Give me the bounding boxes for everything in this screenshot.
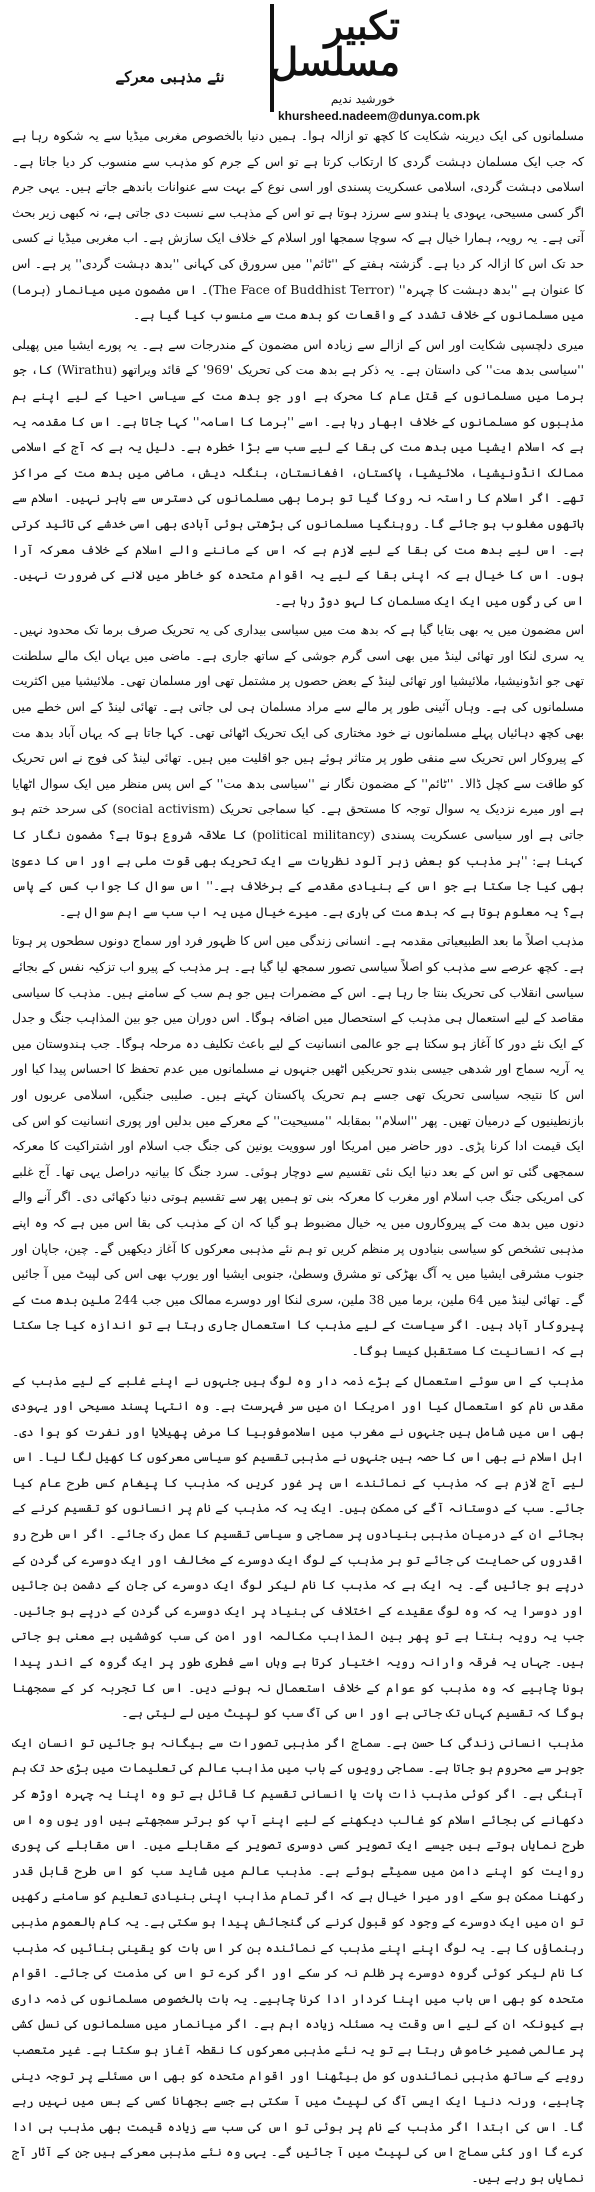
column-logo <box>270 3 590 123</box>
column-name-line2: مسلسل <box>270 39 400 84</box>
author-email: khursheed.nadeem@dunya.com.pk <box>278 109 480 123</box>
article-paragraph-4: مذہب اصلاً ما بعد الطبیعیاتی مقدمہ ہے۔ انسانی زندگی میں اس کا ظہور فرد اور سماج دونوں سطحوں پر ہوتا ہے۔ کچھ عرصے سے مذہب کو اصلاً سیاسی تصور سمجھ لیا گیا ہے۔ ہر مذہب کے پیرو اب تزکیہ نفس کے بجائے سیاسی انقلاب کی تحریک بنتا جا رہا ہے۔ اس کے مضمرات ہیں جو ہم سب کے سامنے ہیں۔ مذہب کا سیاسی مقاصد کے لیے استعمال ہی مذہب کے استحصال میں اضافہ ہوگا۔ اس دوران میں جو بین المذاہب جنگ و جدل کے ایک نئے دور کا آغاز ہو سکتا ہے جو عالمی انسانیت کے لیے باعث تکلیف دہ مرحلہ ہوگا۔ جب ہندوستان میں یہ آریہ سماج اور شدھی جیسی بندو تحریکیں اٹھیں جنہوں نے مسلمانوں میں عدم تحفظ کا احساس پیدا کیا اور اس کا نتیجہ سیاسی تحریک تھی جسے ہم تحریک پاکستان کہتے ہیں۔ صلیبی جنگیں، اسلامی عربوں اور بازنطینیوں کے درمیان تھیں۔ پھر ''اسلام'' بمقابلہ ''مسیحیت'' کے معرکے میں بدلیں اور پوری انسانیت کو اس کی ایک قیمت ادا کرنا پڑی۔ دور حاضر میں امریکا اور سوویت یونین کی جنگ جب اسلام اور اشتراکیت کا معرکہ سمجھی گئی تو اس کے بعد دنیا ایک نئی تقسیم سے دوچار ہوئی۔ سرد جنگ کا بیانیہ دراصل یہی تھا۔ آج غلبے کی امریکی جنگ جب اسلام اور مغرب کا معرکہ بنی تو ہمیں پھر سے تقسیم ہوتی دنیا دکھائی دی۔ اگر آنے والے دنوں میں بدھ مت کے پیروکاروں میں یہ خیال مضبوط ہو گیا کہ ان کے مذہب کی بقا اس میں ہے کہ وہ اپنے مذہبی تشخص کو سیاسی بنیادوں پر منظم کریں تو ہم نئے مذہبی معرکوں کا آغاز دیکھیں گے۔ چین، جاپان اور جنوب مشرقی ایشیا میں یہ آگ بھڑکی تو مشرق وسطیٰ، جنوبی ایشیا اور یورپ بھی اس کی لپیٹ میں آ جائیں گے۔ تھائی لینڈ میں 64 ملین، برما میں 38 ملین، سری لنکا اور دوسرے ممالک میں جب 244 ملین بدھ مت کے پیروکار آباد ہیں۔ اگر سیاست کے لیے مذہب کا استعمال جاری رہتا ہے تو اندازہ کیا جا سکتا ہے کہ انسانیت کا مستقبل کیسا ہوگا۔ <box>12 934 584 1358</box>
article-paragraph-6: مذہب انسانی زندگی کا حسن ہے۔ سماج اگر مذہبی تصورات سے بیگانہ ہو جائیں تو انسان ایک جوہر سے محروم ہو جاتا ہے۔ سماجی رویوں کے باب میں مذاہب عالم کی تعلیمات میں بڑی حد تک ہم آہنگی ہے۔ اگر کوئی مذہب ذات پات یا انسانی تقسیم کا قائل ہے تو وہ اپنا یہ چہرہ اوڑھ کر دکھانے کی بجائے اسلام کو غالب دیکھنے کے لیے اپنے آپ کو برتر سمجھتے ہیں اور یوں وہ اس طرح نمایاں ہوتے ہیں جیسے ایک تصویر کسی دوسری تصویر کے مقابلے میں۔ اس مقابلے کی پوری روایت کو اپنے دامن میں سمیٹے ہوئے ہے۔ مذہب عالم میں شاید سب کو اس طرح قابل قدر رکھنا ممکن ہو سکے اور میرا خیال ہے کہ اگر تمام مذاہب اپنی بنیادی تعلیم کو سامنے رکھیں تو ان میں ایک دوسرے کے وجود کو قبول کرنے کی گنجائش پیدا ہو سکتی ہے۔ یہ کام بالعموم مذہبی رہنماؤں کا ہے۔ یہ لوگ اپنے اپنے مذہب کے نمائندہ بن کر اس بات کو یقینی بنائیں کہ مذہب کا نام لیکر کوئی گروہ دوسرے پر ظلم نہ کر سکے اور اگر کرے تو اس کی مذمت کی جائے۔ اقوام متحدہ کو بھی اس باب میں اپنا کردار ادا کرنا چاہیے۔ یہ بات بالخصوص مسلمانوں کی ذمہ داری ہے کیونکہ ان کے لیے اس وقت یہ مسئلہ زیادہ اہم ہے۔ اگر میانمار میں مسلمانوں کی نسل کشی پر عالمی ضمیر خاموش رہتا ہے تو یہ نئے مذہبی معرکوں کا نقطہ آغاز ہو سکتا ہے۔ غیر متعصب رویے کے ساتھ مذہبی نمائندوں کو مل بیٹھنا اور اقوام متحدہ کو بھی اس مسئلے پر توجہ دینی چاہیے، ورنہ دنیا ایک ایسی آگ کی لپیٹ میں آ سکتی ہے جسے بجھانا کسی کے بس میں نہیں رہے گا۔ اس کی ابتدا اگر مذہب کے نام پر ہوئی تو اس کی سب سے زیادہ قیمت بھی مذہب ہی ادا کرے گا اور کئی سماج اس کی لپیٹ میں آ جائیں گے۔ یہی وہ نئے مذہبی معرکے ہیں جن کے آثار آج نمایاں ہو رہے ہیں۔ <box>12 1735 584 2185</box>
column-name-line1: تکبیر <box>324 3 400 48</box>
article-body <box>12 124 584 2185</box>
article-paragraph-2: میری دلچسپی شکایت اور اس کے ازالے سے زیادہ اس مضمون کے مندرجات سے ہے۔ یہ پورے ایشیا میں پھیلی ''سیاسی بدھ مت'' کی داستان ہے۔ یہ ذکر ہے بدھ مت کی تحریک '969' کے قائد ویراتھو (Wirathu) کا، جو برما میں مسلمانوں کے قتل عام کا محرک ہے اور جو بدھ مت کے سیاسی احیا کے لیے اپنے ہم مذہبوں کو مسلمانوں کے خلاف ابھار رہا ہے۔ اسے ''برما کا اسامہ'' کہا جاتا ہے۔ اس کا مقدمہ یہ ہے کہ اسلام ایشیا میں بدھ مت کی بقا کے لیے سب سے بڑا خطرہ ہے۔ دلیل یہ ہے کہ آج کے اسلامی ممالک انڈونیشیا، ملائیشیا، پاکستان، افغانستان، بنگلہ دیش، ماضی میں بدھ مت کے مراکز تھے۔ اگر اسلام کا راستہ نہ روکا گیا تو برما بھی مسلمانوں کی دسترس سے باہر نہیں۔ اسلام سے ہاتھوں مغلوب ہو جائے گا۔ روہنگیا مسلمانوں کی بڑھتی ہوئی آبادی بھی اسی خدشے کی تائید کرتی ہے۔ اس لیے بدھ مت کی بقا کے لیے لازم ہے کہ اس کے ماننے والے اسلام کے خلاف معرکہ آرا ہوں۔ اس کا خیال ہے کہ اپنی بقا کے لیے یہ اقوام متحدہ کو خاطر میں لانے کی ضرورت نہیں۔ اس کی رگوں میں ایک ایک مسلمان کا لہو دوڑ رہا ہے۔ <box>12 337 584 608</box>
column-header <box>0 0 595 125</box>
article-title: نئے مذہبی معرکے <box>115 68 225 86</box>
article-paragraph-3: اس مضمون میں یہ بھی بتایا گیا ہے کہ بدھ مت میں سیاسی بیداری کی یہ تحریک صرف برما تک محدود نہیں۔ یہ سری لنکا اور تھائی لینڈ میں بھی اسی گرم جوشی کے ساتھ جاری ہے۔ ماضی میں یہاں ایک مالے سلطنت تھی جو انڈونیشیا، ملائیشیا اور تھائی لینڈ کے بعض حصوں پر مشتمل تھی اور مسلمان تھی۔ ملائیشیا میں اکثریت مسلمانوں کی ہے۔ وہاں آئینی طور پر مالے سے مراد مسلمان ہی لی جاتی ہے۔ تھائی لینڈ کے اس خطے میں بھی کچھ دہائیاں پہلے مسلمانوں نے خود مختاری کی ایک تحریک اٹھائی تھی۔ کہا جاتا ہے کہ یہاں آباد بدھ مت کے پیروکار اس تحریک سے منفی طور پر متاثر ہوئے ہیں جو اقلیت میں ہیں۔ تھائی لینڈ کی فوج نے اس تحریک کو طاقت سے کچل ڈالا۔ ''ٹائم'' کے مضمون نگار نے ''سیاسی بدھ مت'' کے اس پس منظر میں ایک سوال اٹھایا ہے اور میرے نزدیک یہ سوال توجہ کا مستحق ہے۔ کیا سماجی تحریک (social activism) کی سرحد ختم ہو جاتی ہے اور سیاسی عسکریت پسندی (political militancy) کا علاقہ شروع ہوتا ہے؟ مضمون نگار کا کہنا ہے: ''ہر مذہب کو بعض زہر آلود نظریات سے ایک تحریک بھی قوت ملی ہے اور اس کا دعویٰ بھی کیا جا سکتا ہے جو اس کے بنیادی مقدمے کے برخلاف ہے۔'' اس سوال کا جواب کس کے پاس ہے؟ یہ معلوم ہوتا ہے کہ بدھ مت کی باری ہے۔ میرے خیال میں یہ اب سب سے اہم سوال ہے۔ <box>12 623 584 919</box>
author-name: خورشید ندیم <box>330 92 395 106</box>
article-paragraph-5: مذہب کے اس سوئے استعمال کے بڑے ذمہ دار وہ لوگ ہیں جنہوں نے اپنے غلبے کے لیے مذہب کے مقدس نام کو استعمال کیا اور امریکا ان میں سر فہرست ہے۔ وہ انتہا پسند مسیحی اور یہودی بھی اس میں شامل ہیں جنہوں نے مغرب میں اسلاموفوبیا کا مرض پھیلایا اور نفرت کو ہوا دی۔ اہل اسلام نے بھی اس کا حصہ ہیں جنہوں نے مذہبی تقسیم کو سیاسی معرکوں کا کھیل لگا لیا۔ اس لیے آج لازم ہے کہ مذہب کے نمائندے اس پر غور کریں کہ مذہب کا پیغام کس طرح عام کیا جائے۔ سب کے دوستانہ آگے کی ممکن ہیں۔ ایک یہ کہ مذہب کے نام پر انسانوں کو تقسیم کرنے کے بجائے ان کے درمیان مذہبی بنیادوں پر سماجی و سیاسی تقسیم کا عمل رک جائے۔ اگر اس طرح رو اقدروں کی حمایت کی جائے تو ہر مذہب کے لوگ ایک دوسرے کے مخالف اور ایک دوسرے کی گردن کے درپے ہو جائیں گے۔ یہ ایک ہے کہ مذہب کا نام لیکر لوگ ایک دوسرے کی جان کے دشمن بن جائیں اور دوسرا یہ کہ وہ لوگ عقیدے کے اختلاف کی بنیاد پر ایک دوسرے کی گردن کے درپے ہو جائیں۔ جب یہ رویہ بنتا ہے تو پھر بین المذاہب مکالمہ اور امن کی سب کوششیں بے معنی ہو جاتی ہیں۔ جہاں یہ فرقہ وارانہ رویہ اختیار کرتا ہے وہاں اسے فطری طور پر ایک گروہ کے اندر پیدا ہونا چاہیے کہ وہ مذہب کو عوام کے خلاف استعمال نہ ہونے دیں۔ اس کا تجربہ کر کے سمجھنا ہوگا کہ تقسیم کہاں تک جاتی ہے اور اس کی آگ سب کو لپیٹ میں لے لیتی ہے۔ <box>12 1373 584 1721</box>
article-paragraph-1: مسلمانوں کی ایک دیرینہ شکایت کا کچھ تو ازالہ ہوا۔ ہمیں دنیا بالخصوص مغربی میڈیا سے یہ شکوہ رہا ہے کہ جب ایک مسلمان دہشت گردی کا ارتکاب کرتا ہے تو اس کے جرم کو مذہب سے منسوب کر دیا جاتا ہے۔ اسلامی دہشت گردی، اسلامی عسکریت پسندی اور اسی نوع کے بہت سے عنوانات باندھے جاتے ہیں۔ یہی جرم اگر کسی مسیحی، یہودی یا ہندو سے سرزد ہوتا ہے تو اس کے مذہب سے نسبت دی جاتی ہے، نہ کبھی زیر بحث آتی ہے۔ یہ رویہ، ہمارا خیال ہے کہ سوچا سمجھا اور اسلام کے خلاف ایک سازش ہے۔ اب مغربی میڈیا نے کسی حد تک اس کا ازالہ کر دیا ہے۔ گزشتہ ہفتے کے ''ٹائم'' میں سرورق کی کہانی ''بدھ دہشت گردی'' پر ہے۔ اس کا عنوان ہے ''بدھ دہشت کا چہرہ'' (The Face of Buddhist Terror)۔ اس مضمون میں میانمار (برما) میں مسلمانوں کے خلاف تشدد کے واقعات کو بدھ مت سے منسوب کیا گیا ہے۔ <box>12 129 584 323</box>
